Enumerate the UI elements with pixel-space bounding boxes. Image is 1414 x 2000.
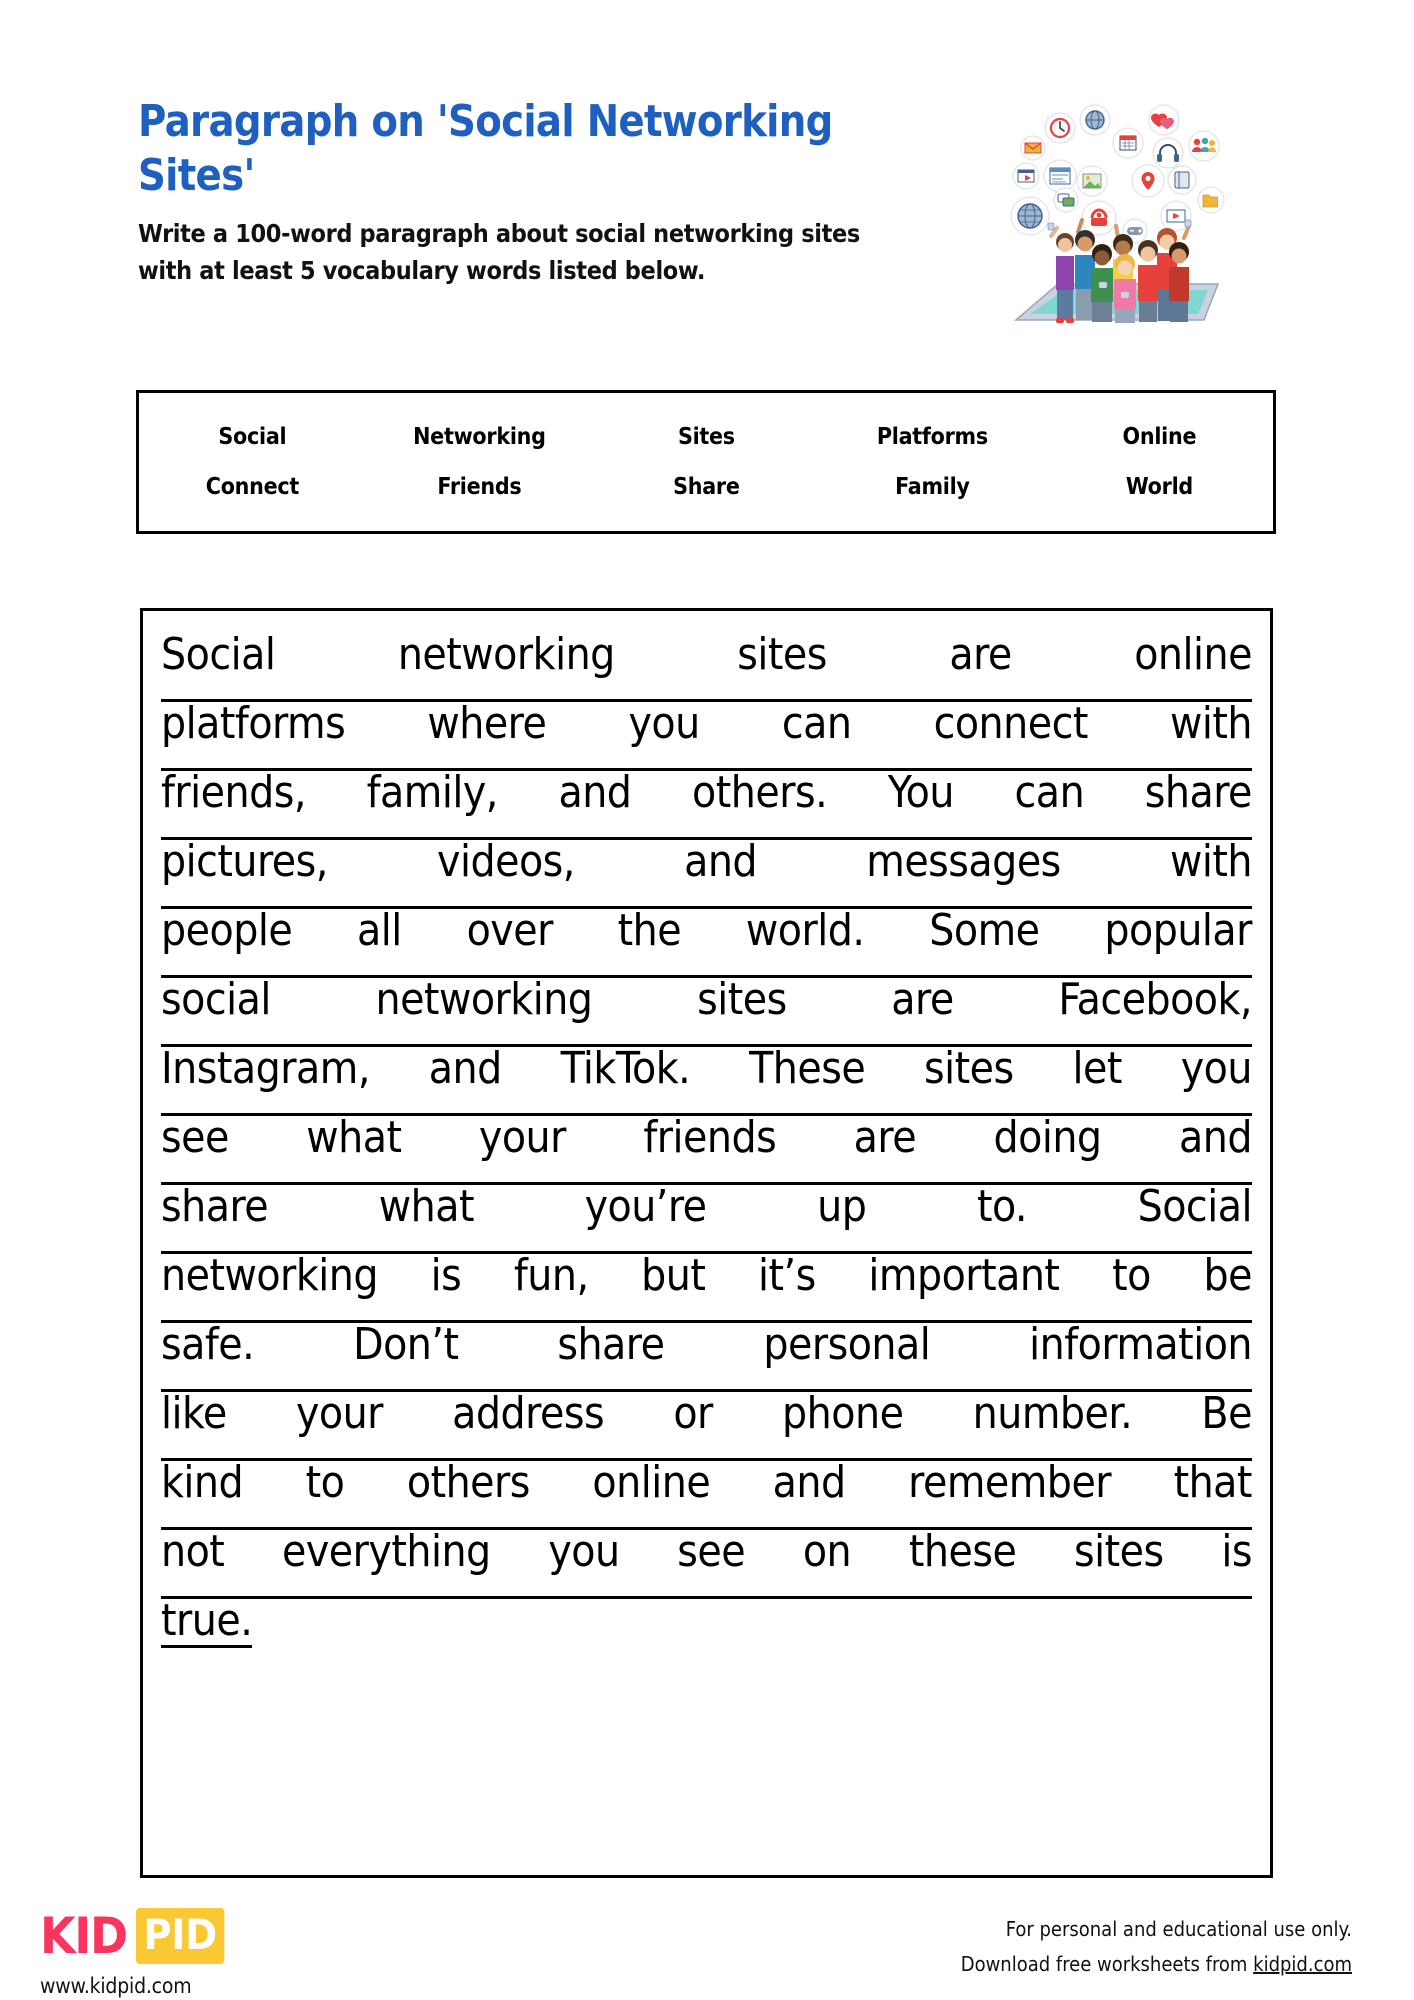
vocab-word: World — [1126, 474, 1194, 500]
answer-word: or — [673, 1388, 713, 1439]
vocab-word: Sites — [677, 424, 735, 450]
answer-line — [161, 1250, 1252, 1323]
globe-grid-icon — [1011, 197, 1049, 235]
logo-mark — [40, 1908, 232, 1964]
answer-word: popular — [1104, 905, 1252, 956]
folder-icon — [1198, 187, 1224, 213]
answer-word: number. — [972, 1388, 1133, 1439]
answer-word: you — [628, 698, 700, 749]
answer-word: is — [430, 1250, 462, 1301]
answer-word: what — [378, 1181, 474, 1232]
answer-word: and — [684, 836, 758, 887]
vocabulary-row-2 — [139, 474, 1273, 500]
answer-line — [161, 698, 1252, 771]
answer-word: up — [817, 1181, 867, 1232]
answer-word: sites — [1074, 1526, 1164, 1577]
answer-word: with — [1170, 698, 1252, 749]
answer-word: Social — [161, 629, 276, 680]
answer-line — [161, 1181, 1252, 1254]
answer-line — [161, 836, 1252, 909]
globe-icon — [1080, 105, 1110, 135]
answer-word: true. — [161, 1595, 253, 1646]
answer-word: everything — [282, 1526, 491, 1577]
chat-bubble-icon — [1054, 188, 1078, 212]
answer-word: share — [557, 1319, 665, 1370]
answer-word: these — [908, 1526, 1017, 1577]
answer-word: to. — [976, 1181, 1027, 1232]
footer-notice-prefix: Download free worksheets from — [960, 1952, 1254, 1976]
location-pin-icon — [1132, 165, 1164, 197]
answer-word: networking — [161, 1250, 378, 1301]
answer-word: is — [1221, 1526, 1252, 1577]
vocab-word: Share — [672, 474, 740, 500]
clock-icon — [1045, 113, 1075, 143]
answer-lines-container — [161, 629, 1252, 1665]
answer-line — [161, 1388, 1252, 1461]
people-group — [1048, 220, 1191, 323]
kidpid-link[interactable]: kidpid.com — [1253, 1952, 1352, 1976]
answer-word: share — [1144, 767, 1252, 818]
answer-word: fun, — [513, 1250, 589, 1301]
hearts-icon — [1149, 105, 1179, 135]
answer-word: with — [1170, 836, 1252, 887]
browser-window-icon — [1044, 160, 1076, 192]
answer-line — [161, 1112, 1252, 1185]
answer-word: online — [1134, 629, 1252, 680]
group-people-icon — [1189, 131, 1219, 161]
photo-icon — [1077, 166, 1107, 196]
answer-word: see — [161, 1112, 229, 1163]
vocab-word: Friends — [437, 474, 522, 500]
answer-word: and — [1178, 1112, 1252, 1163]
answer-word: Social — [1137, 1181, 1252, 1232]
worksheet-footer — [0, 1890, 1414, 2000]
answer-word: over — [466, 905, 553, 956]
answer-word: on — [802, 1526, 852, 1577]
answer-word: doing — [993, 1112, 1102, 1163]
footer-notice-line-2 — [961, 1947, 1352, 1982]
answer-word: see — [677, 1526, 746, 1577]
envelope-icon — [1021, 136, 1045, 160]
answer-word: important — [868, 1250, 1060, 1301]
headphones-icon — [1153, 138, 1183, 168]
answer-word: networking — [375, 974, 593, 1025]
answer-word: that — [1173, 1457, 1252, 1508]
answer-line — [161, 1457, 1252, 1530]
instruction-text: Write a 100-word paragraph about social networking sites with at least 5 vocabulary words listed below. — [138, 219, 860, 285]
vocab-word: Connect — [205, 474, 299, 500]
answer-word: all — [357, 905, 402, 956]
vocab-word: Platforms — [877, 424, 989, 450]
answer-word: and — [772, 1457, 846, 1508]
answer-word: address — [452, 1388, 605, 1439]
answer-word: share — [161, 1181, 269, 1232]
answer-word: you’re — [584, 1181, 707, 1232]
answer-word: friends, — [161, 767, 306, 818]
answer-word: sites — [737, 629, 827, 680]
answer-word: others. — [692, 767, 828, 818]
page-title: Paragraph on 'Social Networking Sites' — [138, 96, 833, 201]
answer-word: Some — [929, 905, 1040, 956]
vocab-word: Family — [895, 474, 971, 500]
answer-word: TikTok. — [560, 1043, 691, 1094]
answer-word: kind — [161, 1457, 244, 1508]
answer-line — [161, 1319, 1252, 1392]
answer-word: Instagram, — [161, 1043, 370, 1094]
logo-pid-text: PID — [136, 1908, 224, 1964]
footer-notice — [961, 1912, 1352, 1982]
vocab-word: Social — [218, 424, 287, 450]
answer-word: friends — [643, 1112, 777, 1163]
answer-word: world. — [745, 905, 865, 956]
answer-word: what — [306, 1112, 402, 1163]
answer-word: people — [161, 905, 293, 956]
header-illustration — [968, 68, 1228, 328]
answer-word: are — [949, 629, 1012, 680]
answer-word: personal — [763, 1319, 931, 1370]
answer-word: and — [558, 767, 632, 818]
answer-line — [161, 1595, 1252, 1665]
vocab-word: Online — [1122, 424, 1197, 450]
vocabulary-row-1 — [139, 424, 1273, 450]
answer-word: remember — [908, 1457, 1112, 1508]
answer-word: where — [427, 698, 547, 749]
answer-word: to — [1112, 1250, 1151, 1301]
answer-word: safe. — [161, 1319, 255, 1370]
answer-line — [161, 629, 1252, 702]
calendar-icon — [1113, 128, 1143, 158]
logo-url-text: www.kidpid.com — [40, 1974, 192, 1998]
video-player-icon — [1013, 163, 1039, 189]
answer-word: social — [161, 974, 271, 1025]
book-icon — [1168, 166, 1196, 194]
answer-line — [161, 1526, 1252, 1599]
answer-word: the — [617, 905, 682, 956]
answer-word: be — [1203, 1250, 1252, 1301]
vocab-word: Networking — [412, 424, 546, 450]
answer-word: can — [1014, 767, 1085, 818]
kidpid-logo[interactable] — [40, 1908, 232, 1998]
answer-word: Don’t — [353, 1319, 459, 1370]
answer-word: are — [891, 974, 954, 1025]
answer-line — [161, 1043, 1252, 1116]
answer-word: videos, — [437, 836, 575, 887]
answer-word: your — [478, 1112, 566, 1163]
answer-word: pictures, — [161, 836, 328, 887]
answer-word: phone — [782, 1388, 904, 1439]
answer-word: your — [295, 1388, 383, 1439]
answer-word: sites — [924, 1043, 1014, 1094]
answer-word: online — [592, 1457, 711, 1508]
answer-word: messages — [866, 836, 1061, 887]
vocabulary-word-box — [136, 390, 1276, 534]
answer-word: are — [853, 1112, 917, 1163]
answer-word: but — [641, 1250, 706, 1301]
answer-word: to — [305, 1457, 345, 1508]
answer-word: Facebook, — [1058, 974, 1252, 1025]
answer-word: can — [781, 698, 852, 749]
answer-word: not — [161, 1526, 225, 1577]
answer-word: family, — [366, 767, 498, 818]
answer-word: You — [887, 767, 954, 818]
answer-word: it’s — [758, 1250, 816, 1301]
footer-notice-line-1: For personal and educational use only. — [1005, 1917, 1352, 1941]
answer-word: and — [428, 1043, 502, 1094]
answer-word: These — [749, 1043, 866, 1094]
answer-word: platforms — [161, 698, 346, 749]
answer-word: you — [1180, 1043, 1252, 1094]
answer-paragraph-box[interactable] — [140, 608, 1273, 1878]
answer-word: connect — [933, 698, 1088, 749]
answer-word: information — [1029, 1319, 1252, 1370]
answer-word: like — [161, 1388, 227, 1439]
answer-word: Be — [1201, 1388, 1252, 1439]
telephone-icon — [1082, 201, 1116, 235]
answer-word: networking — [397, 629, 615, 680]
answer-line — [161, 905, 1252, 978]
answer-word: let — [1072, 1043, 1122, 1094]
answer-line — [161, 767, 1252, 840]
logo-kid-text: KID — [40, 1907, 127, 1965]
worksheet-header — [138, 95, 958, 289]
answer-word: others — [406, 1457, 530, 1508]
answer-word: sites — [697, 974, 787, 1025]
answer-word: you — [548, 1526, 620, 1577]
answer-line — [161, 974, 1252, 1047]
